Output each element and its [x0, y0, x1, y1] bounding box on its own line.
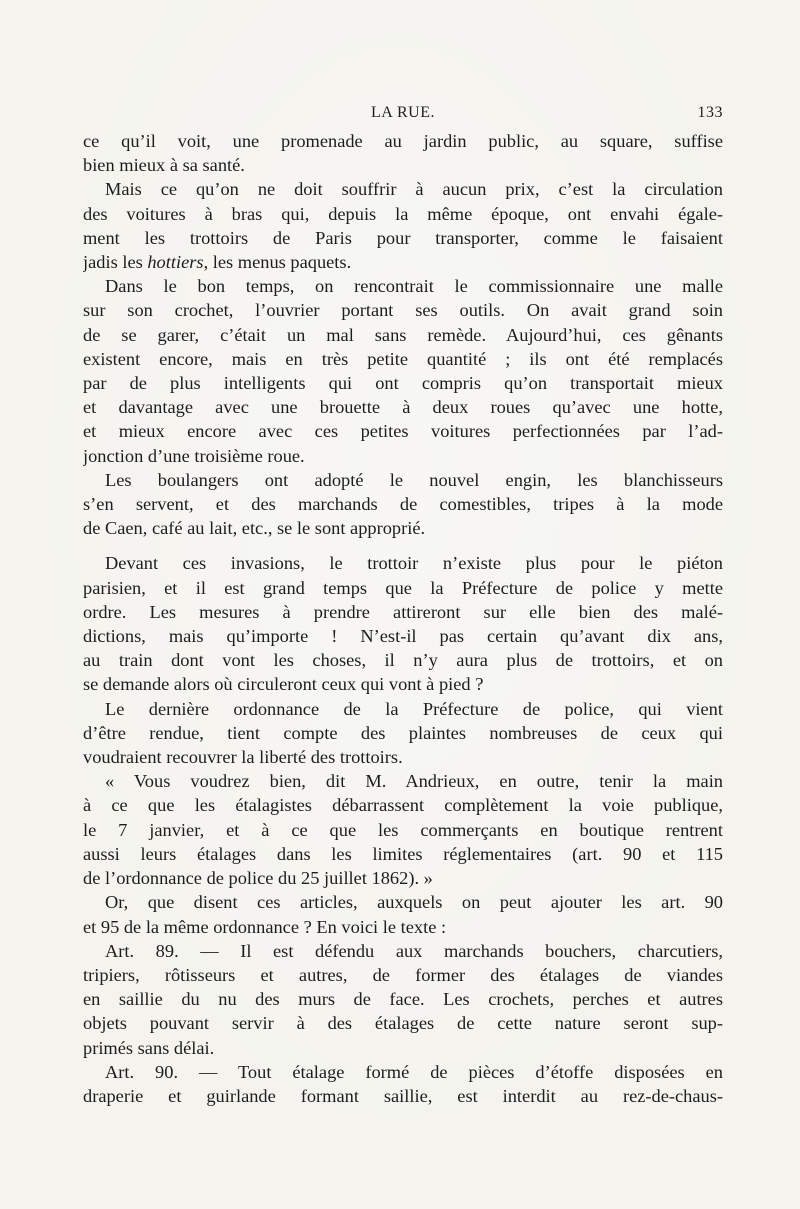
paragraph-articles — [83, 890, 723, 938]
text-line: voudraient recouvrer la liberté des trottoirs. — [83, 747, 403, 768]
text-line: des voitures à bras qui, depuis la même époque, ont envahi égale- — [83, 203, 723, 224]
text-line: « Vous voudrez bien, dit M. Andrieux, en outre, tenir la main — [105, 771, 723, 792]
paragraph-art-89 — [83, 939, 723, 1060]
text-line: Dans le bon temps, on rencontrait le commissionnaire une malle — [105, 276, 723, 297]
text-line: à ce que les étalagistes débarrassent complètement la voie publique, — [83, 795, 723, 816]
text-line: d’être rendue, tient compte des plaintes nombreuses de ceux qui — [83, 722, 723, 743]
paragraph-ordonnance — [83, 697, 723, 770]
paragraph-voitures-a-bras — [83, 177, 723, 274]
italic-word: hottiers — [147, 252, 204, 273]
text-line: s’en servent, et des marchands de comestibles, tripes à la mode — [83, 494, 723, 515]
running-head — [83, 104, 723, 128]
paragraph-quotation — [83, 769, 723, 890]
text-line: objets pouvant servir à des étalages de cette nature seront sup- — [83, 1013, 723, 1034]
text-line: bien mieux à sa santé. — [83, 155, 245, 176]
text-line: au train dont vont les choses, il n’y aura plus de trottoirs, et on — [83, 650, 723, 671]
text-line — [83, 250, 723, 274]
text-line: jonction d’une troisième roue. — [83, 445, 305, 466]
text-line: en saillie du nu des murs de face. Les crochets, perches et autres — [83, 989, 723, 1010]
text-line: dictions, mais qu’importe ! N’est-il pas certain qu’avant dix ans, — [83, 626, 723, 647]
text-line: de l’ordonnance de police du 25 juillet 1862). » — [83, 868, 433, 889]
text-line: Or, que disent ces articles, auxquels on peut ajouter les art. 90 — [105, 892, 723, 913]
text-line: primés sans délai. — [83, 1037, 215, 1058]
text-line: et mieux encore avec ces petites voitures perfectionnées par l’ad- — [83, 421, 723, 442]
body-text — [83, 129, 723, 1108]
text-line: et davantage avec une brouette à deux roues qu’avec une hotte, — [83, 397, 723, 418]
text-line: ordre. Les mesures à prendre attireront sur elle bien des malé- — [83, 601, 723, 622]
text-line: sur son crochet, l’ouvrier portant ses outils. On avait grand soin — [83, 300, 723, 321]
text-line: Les boulangers ont adopté le nouvel engin, les blanchisseurs — [105, 469, 723, 490]
paragraph-boulangers — [83, 468, 723, 541]
text-line: ment les trottoirs de Paris pour transporter, comme le faisaient — [83, 227, 723, 248]
text-line: de Caen, café au lait, etc., se le sont approprié. — [83, 518, 426, 539]
page-number: 133 — [697, 104, 723, 121]
text-line: tripiers, rôtisseurs et autres, de former des étalages de viandes — [83, 964, 723, 985]
text-line: draperie et guirlande formant saillie, est interdit au rez-de-chaus- — [83, 1085, 723, 1106]
text-line: Devant ces invasions, le trottoir n’existe plus pour le piéton — [105, 553, 723, 574]
text-line: Mais ce qu’on ne doit souffrir à aucun prix, c’est la circulation — [105, 179, 723, 200]
running-title: LA RUE. — [371, 104, 435, 121]
paragraph-art-90 — [83, 1060, 723, 1108]
paragraph-continuation — [83, 129, 723, 177]
text-line: se demande alors où circuleront ceux qui vont à pied ? — [83, 674, 484, 695]
text-line: par de plus intelligents qui ont compris qu’on transportait mieux — [83, 373, 723, 394]
text-line: et 95 de la même ordonnance ? En voici le texte : — [83, 916, 447, 937]
text-fragment: , les menus paquets. — [203, 252, 352, 273]
text-line: parisien, et il est grand temps que la Préfecture de police y mette — [83, 577, 723, 598]
text-line: Art. 90. — Tout étalage formé de pièces d’étoffe disposées en — [105, 1061, 723, 1082]
text-line: Le dernière ordonnance de la Préfecture de police, qui vient — [105, 698, 723, 719]
paragraph-bon-temps — [83, 274, 723, 468]
text-line: existent encore, mais en très petite quantité ; ils ont été remplacés — [83, 348, 723, 369]
text-fragment: jadis les — [83, 252, 148, 273]
paragraph-invasions — [83, 551, 723, 696]
text-line: Art. 89. — Il est défendu aux marchands bouchers, charcutiers, — [105, 940, 723, 961]
text-line: ce qu’il voit, une promenade au jardin public, au square, suffise — [83, 131, 723, 151]
text-line: de se garer, c’était un mal sans remède. Aujourd’hui, ces gênants — [83, 324, 723, 345]
text-line: le 7 janvier, et à ce que les commerçants en boutique rentrent — [83, 819, 723, 840]
text-line: aussi leurs étalages dans les limites réglementaires (art. 90 et 115 — [83, 843, 723, 864]
